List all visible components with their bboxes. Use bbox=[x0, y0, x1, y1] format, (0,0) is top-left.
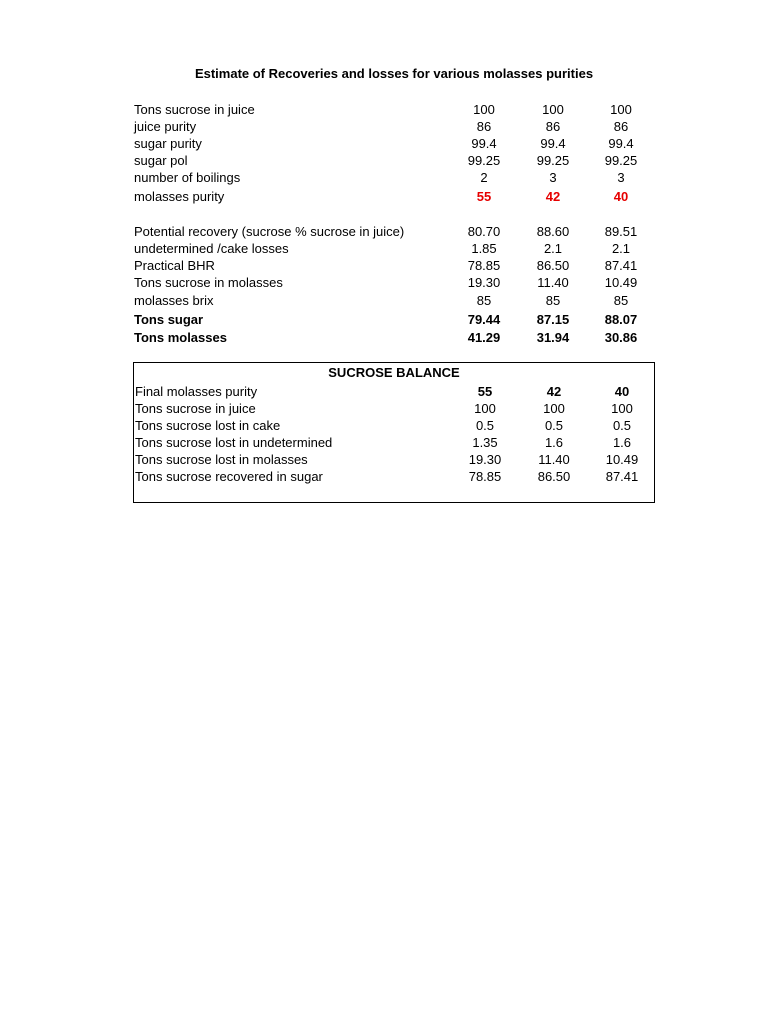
row-label: Potential recovery (sucrose % sucrose in juice) bbox=[134, 224, 405, 239]
row-value-col3: 1.6 bbox=[612, 435, 632, 450]
row-value-col3: 100 bbox=[610, 102, 632, 117]
table-row bbox=[134, 240, 654, 257]
row-value-col1: 55 bbox=[476, 189, 492, 204]
row-label: Practical BHR bbox=[134, 258, 215, 273]
row-value-col2: 3 bbox=[549, 170, 557, 185]
row-label: Tons sucrose in molasses bbox=[134, 275, 283, 290]
row-value-col3: 87.41 bbox=[605, 469, 639, 484]
row-value-col1: 80.70 bbox=[467, 224, 501, 239]
row-value-col1: 78.85 bbox=[468, 469, 502, 484]
row-label: juice purity bbox=[134, 119, 197, 134]
row-label: Tons sucrose lost in undetermined bbox=[135, 435, 333, 450]
row-value-col2: 87.15 bbox=[536, 312, 570, 327]
table-row bbox=[134, 329, 654, 346]
table-row bbox=[134, 169, 654, 186]
row-value-col3: 88.07 bbox=[604, 312, 638, 327]
row-label: sugar purity bbox=[134, 136, 202, 151]
row-value-col1: 99.4 bbox=[471, 136, 497, 151]
row-value-col3: 85 bbox=[613, 293, 629, 308]
row-value-col3: 99.4 bbox=[608, 136, 634, 151]
table-row bbox=[134, 223, 654, 240]
row-value-col2: 11.40 bbox=[537, 275, 569, 290]
table-row bbox=[134, 118, 654, 135]
row-value-col1: 1.35 bbox=[472, 435, 498, 450]
row-value-col1: 41.29 bbox=[467, 330, 501, 345]
row-value-col2: 100 bbox=[542, 102, 564, 117]
row-value-col2: 0.5 bbox=[544, 418, 564, 433]
row-label: Tons sucrose recovered in sugar bbox=[135, 469, 323, 484]
row-value-col2: 42 bbox=[546, 384, 562, 399]
row-value-col2: 99.4 bbox=[540, 136, 566, 151]
table-row bbox=[135, 451, 655, 468]
table-row bbox=[135, 400, 655, 417]
row-value-col3: 87.41 bbox=[604, 258, 638, 273]
row-value-col3: 99.25 bbox=[604, 153, 638, 168]
row-label: Tons molasses bbox=[134, 330, 227, 345]
row-value-col1: 19.30 bbox=[467, 275, 501, 290]
row-value-col2: 11.40 bbox=[538, 452, 570, 467]
row-value-col3: 3 bbox=[617, 170, 625, 185]
row-value-col3: 40 bbox=[613, 189, 629, 204]
row-value-col2: 86.50 bbox=[536, 258, 570, 273]
row-label: molasses brix bbox=[134, 293, 214, 308]
row-value-col1: 55 bbox=[477, 384, 493, 399]
row-value-col2: 86.50 bbox=[537, 469, 571, 484]
row-label: Final molasses purity bbox=[135, 384, 258, 399]
page-title: Estimate of Recoveries and losses for various molasses purities bbox=[194, 66, 594, 81]
row-label: Tons sucrose in juice bbox=[135, 401, 256, 416]
row-value-col3: 10.49 bbox=[605, 452, 639, 467]
row-value-col3: 40 bbox=[614, 384, 630, 399]
row-label: sugar pol bbox=[134, 153, 188, 168]
row-value-col1: 100 bbox=[473, 102, 495, 117]
row-value-col1: 0.5 bbox=[475, 418, 495, 433]
row-label: undetermined /cake losses bbox=[134, 241, 289, 256]
table-row bbox=[135, 434, 655, 451]
row-value-col1: 99.25 bbox=[467, 153, 501, 168]
table-row bbox=[135, 383, 655, 400]
row-value-col1: 85 bbox=[476, 293, 492, 308]
table-row bbox=[134, 188, 654, 205]
table-row bbox=[134, 135, 654, 152]
table-row bbox=[134, 257, 654, 274]
row-value-col1: 100 bbox=[474, 401, 496, 416]
table-row bbox=[134, 101, 654, 118]
row-label: Tons sucrose in juice bbox=[134, 102, 255, 117]
row-value-col1: 79.44 bbox=[467, 312, 501, 327]
table-row bbox=[135, 468, 655, 485]
row-value-col2: 1.6 bbox=[544, 435, 564, 450]
row-value-col2: 2.1 bbox=[543, 241, 563, 256]
row-label: Tons sugar bbox=[134, 312, 204, 327]
sucrose-balance-title: SUCROSE BALANCE bbox=[328, 365, 460, 380]
row-value-col3: 10.49 bbox=[604, 275, 638, 290]
row-value-col2: 100 bbox=[543, 401, 565, 416]
row-value-col1: 19.30 bbox=[468, 452, 502, 467]
row-value-col3: 100 bbox=[611, 401, 633, 416]
row-value-col2: 88.60 bbox=[536, 224, 570, 239]
table-row bbox=[134, 311, 654, 328]
row-value-col1: 78.85 bbox=[467, 258, 501, 273]
row-value-col1: 86 bbox=[476, 119, 492, 134]
row-value-col3: 2.1 bbox=[611, 241, 631, 256]
table-row bbox=[135, 417, 655, 434]
row-value-col3: 0.5 bbox=[612, 418, 632, 433]
row-value-col3: 86 bbox=[613, 119, 629, 134]
row-label: Tons sucrose lost in cake bbox=[135, 418, 281, 433]
row-label: Tons sucrose lost in molasses bbox=[135, 452, 308, 467]
row-value-col1: 2 bbox=[480, 170, 488, 185]
row-value-col1: 1.85 bbox=[471, 241, 497, 256]
row-value-col3: 89.51 bbox=[604, 224, 638, 239]
row-value-col2: 99.25 bbox=[536, 153, 570, 168]
row-value-col3: 30.86 bbox=[604, 330, 638, 345]
row-value-col2: 31.94 bbox=[536, 330, 570, 345]
row-value-col2: 86 bbox=[545, 119, 561, 134]
row-label: molasses purity bbox=[134, 189, 225, 204]
row-value-col2: 42 bbox=[545, 189, 561, 204]
table-row bbox=[134, 292, 654, 309]
table-row bbox=[134, 274, 654, 291]
row-value-col2: 85 bbox=[545, 293, 561, 308]
row-label: number of boilings bbox=[134, 170, 241, 185]
table-row bbox=[134, 152, 654, 169]
